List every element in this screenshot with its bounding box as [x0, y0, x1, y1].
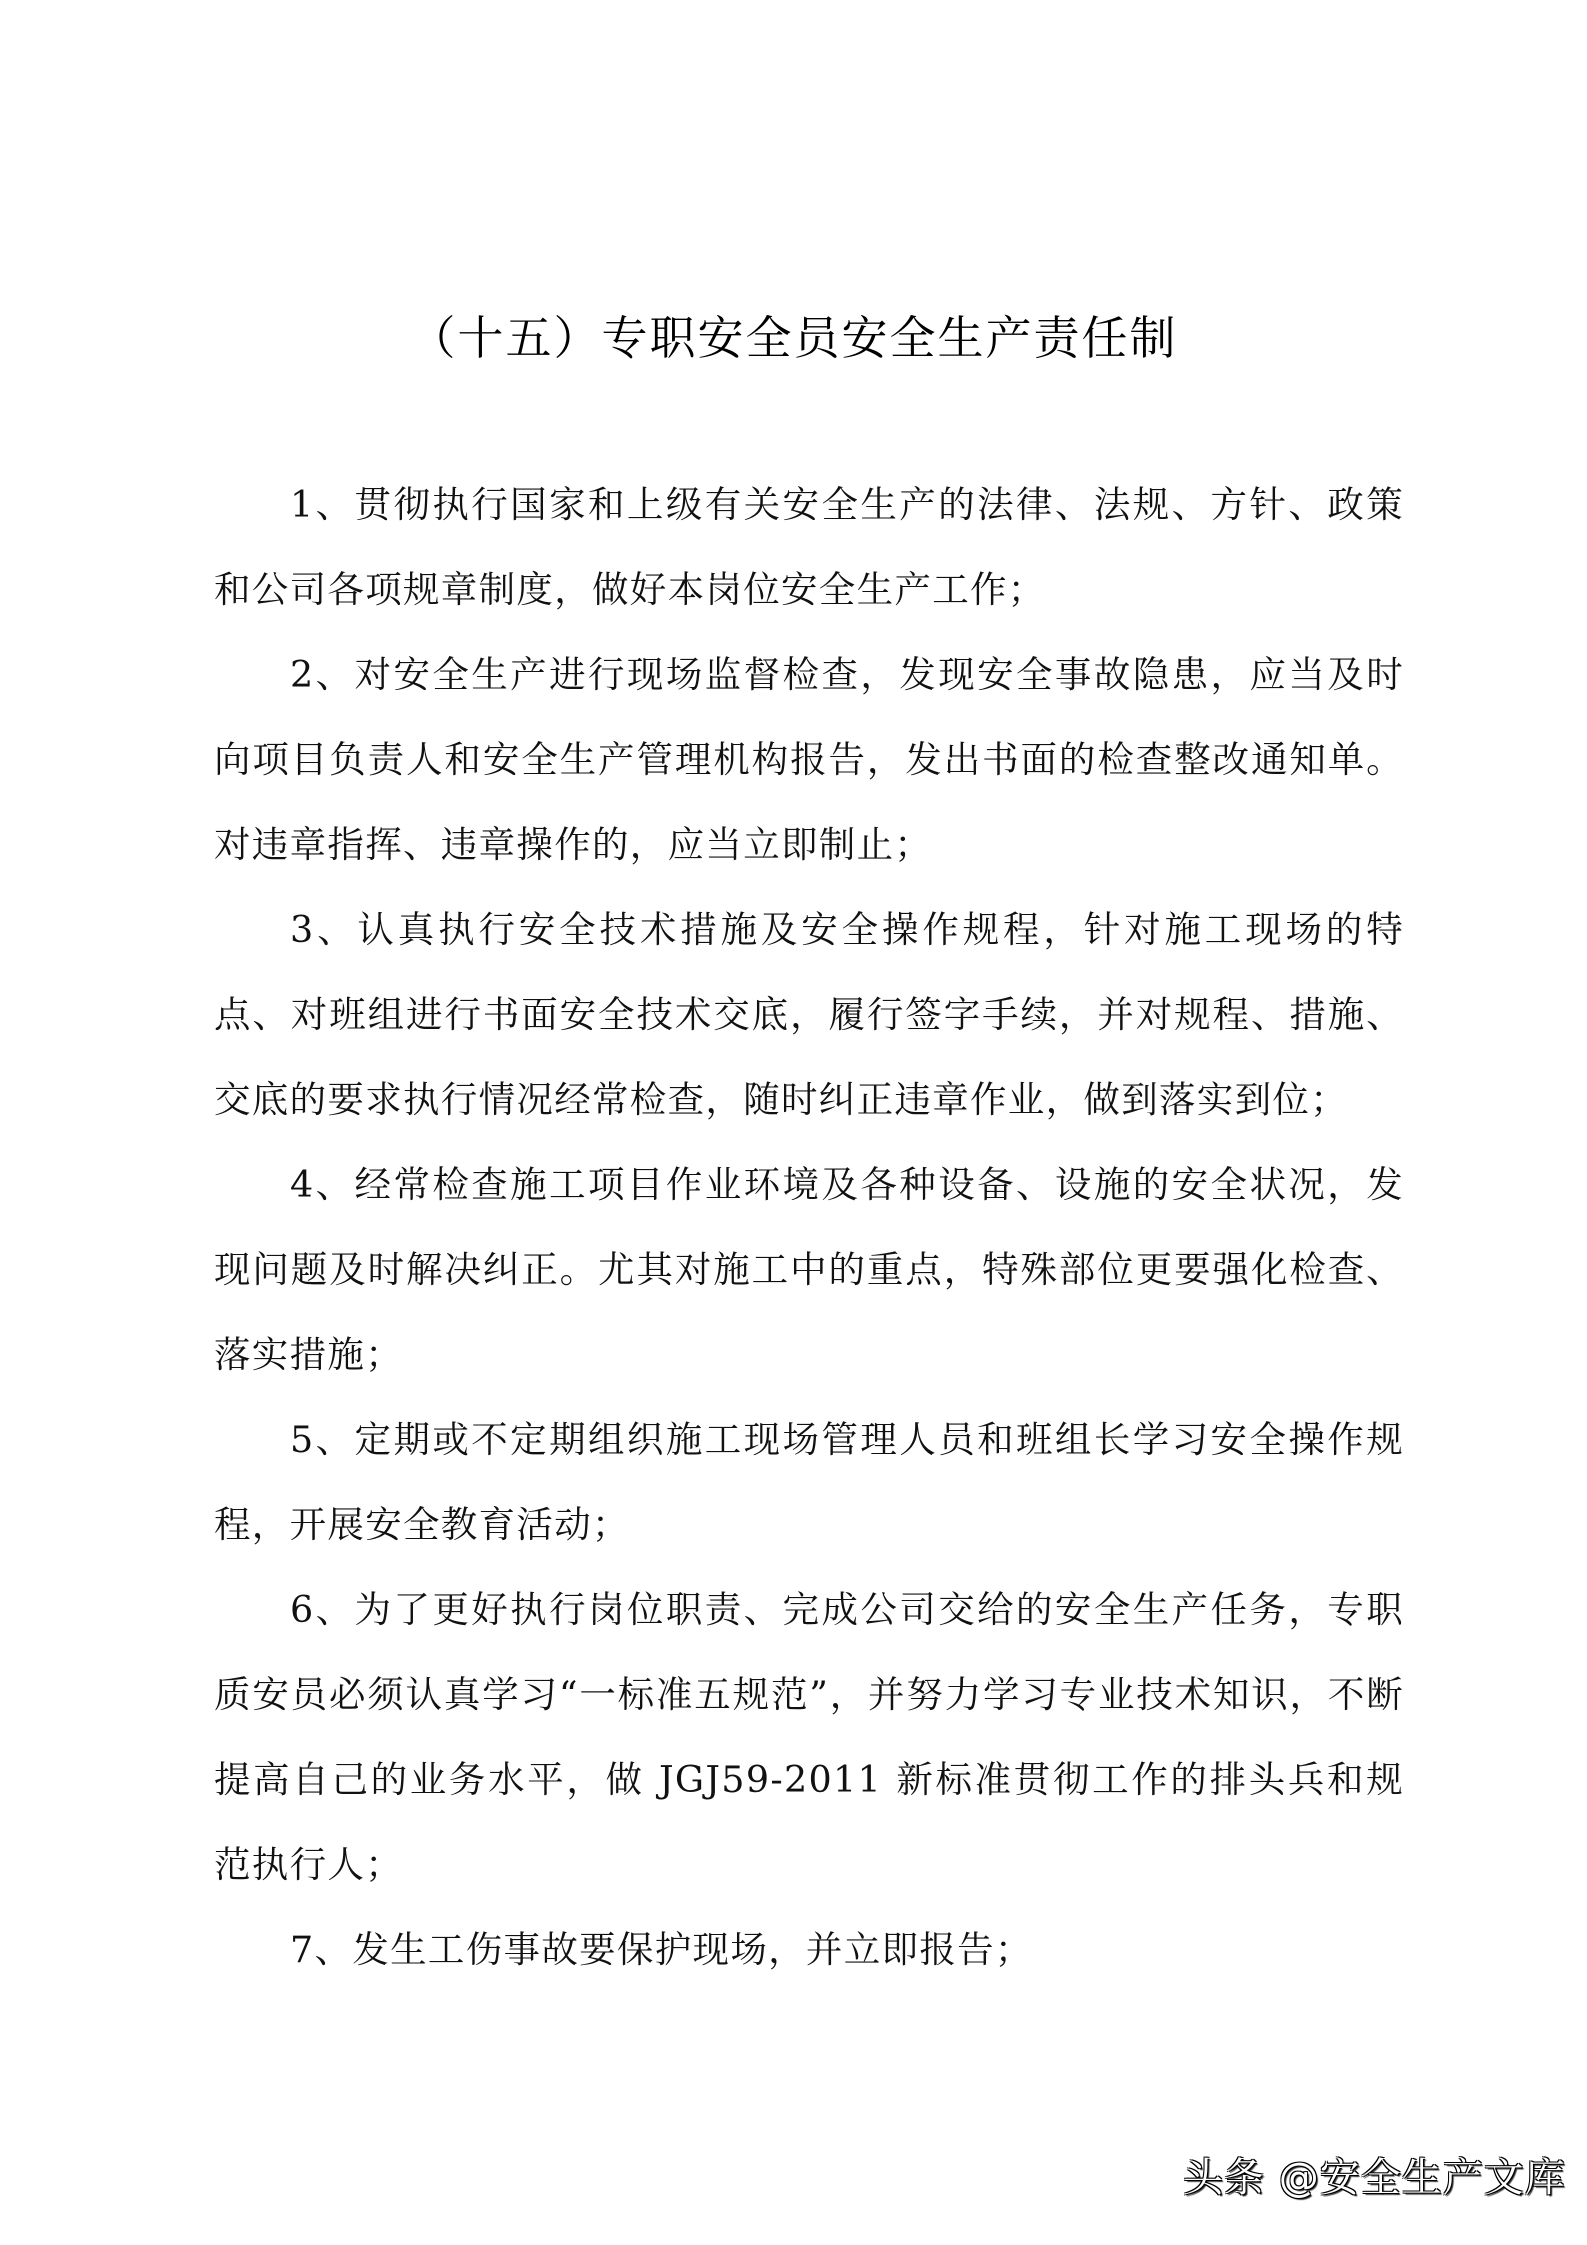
document-title: （十五）专职安全员安全生产责任制 [409, 311, 1178, 365]
document-body [214, 462, 1404, 1992]
source-watermark: 头条 @安全生产文库 [1183, 2155, 1566, 2201]
paragraph-7: 7、发生工伤事故要保护现场，并立即报告； [290, 1928, 1033, 1971]
paragraph-2: 2、对安全生产进行现场监督检查，发现安全事故隐患，应当及时向项目负责人和安全生产管理机构报告，发出书面的检查整改通知单。对违章指挥、违章操作的，应当立即制止； [214, 653, 1404, 866]
paragraph-6: 6、为了更好执行岗位职责、完成公司交给的安全生产任务，专职质安员必须认真学习“一标准五规范”，并努力学习专业技术知识，不断提高自己的业务水平，做 JGJ59-2011 新标准贯彻工作的排头兵和规范执行人； [214, 1588, 1404, 1886]
paragraph-3: 3、认真执行安全技术措施及安全操作规程，针对施工现场的特点、对班组进行书面安全技术交底，履行签字手续，并对规程、措施、交底的要求执行情况经常检查，随时纠正违章作业，做到落实到位； [214, 908, 1404, 1121]
paragraph-4: 4、经常检查施工项目作业环境及各种设备、设施的安全状况，发现问题及时解决纠正。尤其对施工中的重点，特殊部位更要强化检查、落实措施； [214, 1163, 1404, 1376]
paragraph-5: 5、定期或不定期组织施工现场管理人员和班组长学习安全操作规程，开展安全教育活动； [214, 1418, 1404, 1546]
paragraph-1: 1、贯彻执行国家和上级有关安全生产的法律、法规、方针、政策和公司各项规章制度，做好本岗位安全生产工作； [214, 483, 1404, 611]
